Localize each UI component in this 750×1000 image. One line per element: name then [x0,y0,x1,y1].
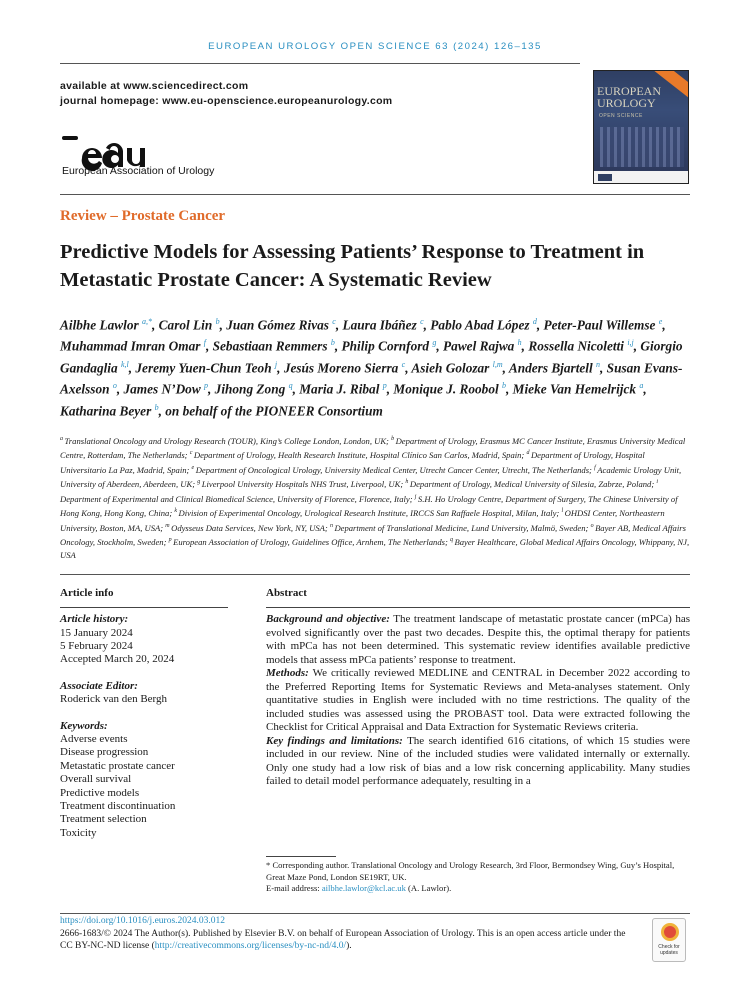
author-name[interactable]: Anders Bjartell [508,360,597,376]
author-affiliation-marker[interactable]: p [382,381,387,391]
author-name[interactable]: Pablo Abad López [430,317,533,333]
affiliation-text: Department of Urology, Medical University of Silesia, Zabrze, Poland; [409,479,657,490]
author-name[interactable]: Sebastiaan Remmers [212,338,331,354]
affiliation-text: Bayer AB, Medical Affairs Oncology, Stockholm, Sweden; [60,522,686,548]
author-name[interactable]: Monique J. Roobol [393,381,502,397]
keyword-list [60,733,175,840]
author-affiliation-marker[interactable]: q [288,381,293,391]
author-name[interactable]: Katharina Beyer [60,403,155,419]
elsevier-logo-icon [598,174,612,181]
affiliation-text: Academic Urology Unit, University of Aberdeen, Aberdeen, UK; [60,464,682,490]
keywords-heading: Keywords: [60,720,108,732]
consortium-name: on behalf of the PIONEER Consortium [165,403,383,419]
author-name[interactable]: Juan Gómez Rivas [226,317,333,333]
article-history-accepted: Accepted March 20, 2024 [60,653,175,665]
author-affiliation-marker[interactable]: c [420,317,424,326]
footnote-rule [266,856,336,857]
affiliation-marker: c [189,450,194,457]
affiliation-marker: j [414,493,418,500]
affiliation-text: Odysseus Data Services, New York, NY, USA; [171,522,330,533]
author-name[interactable]: Ailbhe Lawlor [60,317,143,333]
author-affiliation-marker[interactable]: g [432,338,437,348]
author-affiliation-marker[interactable]: h [517,338,522,348]
email-link[interactable]: ailbhe.lawlor@kcl.ac.uk [321,883,406,893]
abstract-heading: Abstract [266,587,307,599]
affiliations [60,433,690,561]
affiliation-text: Department of Urology, Hospital Universitario La Paz, Madrid, Spain; [60,450,645,475]
author-list: Ailbhe Lawlor $^{a,*}$, Carol Lin $^b$, Juan Gómez Rivas $^c$, Laura Ibáñez $^c$, Pablo Abad López $^d$, Peter-Paul Willemse $^e$, Muhammad Imran Omar $^f$, Sebastiaan Remmers $^b$, Philip Cornford $^g$, Pawel Rajwa $^h$, Rossella Nicoletti $^{i,j}$, Giorgio Gandaglia $^{k,l}$, Jeremy Yuen-Chun Teoh $^j$, Jesús Moreno Sierra $^c$, Asieh Golozar $^{l,m}$, Anders Bjartell $^n$, Susan Evans-Axelsson $^o$, James N’Dow $^p$, Jihong Zong $^q$, Maria J. Ribal $^p$, Monique J. Roobol $^b$, Mieke Van Hemelrijck $^a$, Katharina Beyer $^b$, on behalf of the PIONEER Consortium [60,317,683,419]
abstract-background-text: The treatment landscape of metastatic prostate cancer (mPCa) has evolved significantly over the past two decades. Despite this, the optimal therapy for patients with mPCa has not been determined. This systematic review identifies available predictive models that assess mPCa patients’ response to treatment. [266,613,691,666]
affiliation-marker: f [594,464,598,471]
author-name[interactable]: Giorgio Gandaglia [60,338,683,376]
keyword-item: Metastatic prostate cancer [60,759,175,772]
affiliation-text: Department of Oncological Urology, University Medical Center, Utrecht Cancer Center, Utrecht, The Netherlands; [195,464,595,475]
affiliation-marker: m [165,522,172,529]
affiliation-marker: k [174,508,179,515]
author-affiliation-marker[interactable]: e [658,317,663,326]
copyright-notice [60,928,640,952]
journal-homepage-line[interactable]: journal homepage: www.eu-openscience.europeanurology.com [60,95,393,107]
affiliations-rule [60,574,690,575]
email-suffix: (A. Lawlor). [405,883,452,893]
article-history-heading: Article history: [60,613,129,625]
author-affiliation-marker[interactable]: n [596,359,601,369]
affiliation-marker: h [405,479,410,486]
doi-link[interactable]: https://doi.org/10.1016/j.euros.2024.03.012 [60,916,226,926]
abstract-findings-text: The search identified 616 citations, of which 15 studies were included in our review. Nine of the included studies were validated internally or externally. Only one study had a low risk of bias and a low risk concerning applicability. Many studies failed to detail model performance adequately, resulting in a [266,734,690,787]
affiliation-text: S.H. Ho Urology Centre, Department of Surgery, The Chinese University of Hong Kong, Hong Kong, China; [60,493,678,519]
affiliation-text: Bayer Healthcare, Global Medical Affairs Oncology, Whippany, NJ, USA [60,537,690,560]
keyword-item: Predictive models [60,786,140,799]
author-name[interactable]: Asieh Golozar [411,360,493,376]
author-name[interactable]: Mieke Van Hemelrijck [512,381,640,397]
author-affiliation-marker[interactable]: b [330,338,335,348]
author-affiliation-marker[interactable]: p [204,381,209,391]
associate-editor-name: Roderick van den Bergh [60,693,168,705]
author-name[interactable]: Susan Evans-Axelsson [60,360,683,397]
author-affiliation-marker[interactable]: d [532,317,537,326]
keyword-item: Adverse events [60,733,128,745]
keyword-item: Disease progression [60,746,149,759]
affiliation-marker: a [60,436,65,442]
author-affiliation-marker[interactable]: c [332,317,336,326]
keyword-item: Treatment discontinuation [60,800,176,813]
author-affiliation-marker[interactable]: j [274,359,278,369]
author-affiliation-marker[interactable]: o [112,381,117,391]
check-for-updates-label: Check for updates [658,944,680,956]
affiliation-marker: p [168,537,174,544]
affiliation-marker: l [561,508,565,515]
keyword-item: Treatment selection [60,813,147,826]
author-name[interactable]: Pawel Rajwa [443,338,518,354]
author-name[interactable]: Maria J. Ribal [299,381,383,397]
cover-subtitle: OPEN SCIENCE [599,113,643,119]
author-affiliation-marker[interactable]: c [401,359,406,369]
author-name[interactable]: Jesús Moreno Sierra [283,360,402,376]
associate-editor-heading: Associate Editor: [60,680,138,692]
author-affiliation-marker[interactable]: i,j [627,338,634,348]
affiliation-marker: n [329,522,335,529]
corresponding-author-footnote [266,860,690,895]
copyright-end: ). [346,941,352,951]
article-history-received: 15 January 2024 [60,627,133,639]
author-affiliation-marker[interactable]: f [203,338,206,348]
keyword-item: Overall survival [60,773,132,786]
author-affiliation-marker[interactable]: k,l [120,359,129,369]
check-for-updates-icon [661,923,679,941]
affiliation-marker: b [391,436,396,442]
available-at-line[interactable]: available at www.sciencedirect.com [60,80,249,92]
abstract-body [266,613,690,789]
author-affiliation-marker[interactable]: a [639,381,644,391]
affiliation-text: Department of Translational Medicine, Lund University, Malmö, Sweden; [334,522,591,533]
author-name[interactable]: Peter-Paul Willemse [543,317,659,333]
affiliation-marker: g [197,479,202,486]
author-name[interactable]: Rossella Nicoletti [528,338,628,354]
affiliation-text: Translational Oncology and Urology Research (TOUR), King’s College London, London, UK; [64,435,392,446]
check-for-updates-badge[interactable] [652,918,686,962]
abstract-background-label: Background and objective: [266,613,390,625]
journal-citation-line: EUROPEAN UROLOGY OPEN SCIENCE 63 (2024) 126–135 [208,41,542,52]
author-name[interactable]: Muhammad Imran Omar [60,338,204,354]
abstract-findings-label: Key findings and limitations: [266,734,403,747]
article-history-revised: 5 February 2024 [60,640,133,652]
affiliation-marker: d [526,450,531,457]
keyword-item: Toxicity [60,826,97,839]
affiliation-marker: q [449,537,455,544]
license-link[interactable]: http://creativecommons.org/licenses/by-nc-nd/4.0/ [154,941,347,951]
author-affiliation-marker[interactable]: b [154,402,159,412]
affiliation-text: Liverpool University Hospitals NHS Trust, Liverpool, UK; [201,479,406,490]
header-rule [60,63,580,64]
copyright-text: 2666-1683/© 2024 The Author(s). Published by Elsevier B.V. on behalf of European Association of Urology. This is an open access article under the CC BY-NC-ND license ( [60,929,626,951]
affiliation-marker: o [590,522,596,529]
cover-footer [594,171,688,183]
header-bottom-rule [60,194,690,195]
journal-cover-image[interactable] [593,70,689,184]
corresponding-author-text: * Corresponding author. Translational Oncology and Urology Research, 3rd Floor, Bermondsey Wing, Guy’s Hospital, Great Maze Pond, London SE19RT, UK. [266,860,675,882]
article-info-heading: Article info [60,587,114,599]
author-affiliation-marker[interactable]: l,m [492,359,503,369]
affiliation-marker: i [656,479,659,486]
affiliation-text: European Association of Urology, Guidelines Office, Arnhem, The Netherlands; [173,537,450,548]
affiliation-text: Department of Urology, Erasmus MC Cancer Institute, Erasmus University Medical Centre, Rotterdam, The Netherlands; [60,435,686,461]
author-affiliation-marker[interactable]: a,* [142,317,153,326]
affiliation-text: Department of Urology, Health Research Institute, Hospital Clínico San Carlos, Madrid, Spain; [193,450,527,461]
author-name[interactable]: Philip Cornford [341,338,433,354]
abstract-rule [266,607,690,608]
author-name[interactable]: Jihong Zong [214,381,289,397]
article-title: Predictive Models for Assessing Patients’ Response to Treatment in Metastatic Prostate Cancer: A Systematic Review [60,241,645,291]
author-name[interactable]: James N’Dow [123,381,205,397]
affiliation-text: Division of Experimental Oncology, Urological Research Institute, IRCCS San Raffaele Hospital, Milan, Italy; [178,508,562,519]
eau-logo-text: European Association of Urology [62,165,215,177]
cover-title: EUROPEAN UROLOGY [597,84,662,110]
email-label: E-mail address: [266,883,322,893]
abstract-methods-text: We critically reviewed MEDLINE and CENTRAL in December 2022 according to the Preferred Reporting Items for Systematic Reviews and Meta-analyses statement. Only quantitative studies in English were included with no time restrictions. The quality of the included studies was assessed using the PROBAST tool. Data were extracted following the Checklist for Critical Appraisal and Data Extraction for Systematic Reviews criteria. [266,667,690,733]
affiliation-text: Department of Experimental and Clinical Biomedical Science, University of Florence, Florence, Italy; [60,493,415,504]
author-name[interactable]: Jeremy Yuen-Chun Teoh [135,360,275,376]
affiliation-marker: e [191,464,196,471]
affiliation-text: OHDSI Center, Northeastern University, Boston, MA, USA; [60,508,665,533]
cover-artwork [600,127,684,167]
author-affiliation-marker[interactable]: b [215,317,220,326]
article-section-label: Review – Prostate Cancer [60,208,226,224]
author-name[interactable]: Laura Ibáñez [342,317,421,333]
author-affiliation-marker[interactable]: b [502,381,506,391]
abstract-methods-label: Methods: [266,667,309,679]
footer-rule [60,913,690,914]
article-info-rule [60,607,228,608]
author-name[interactable]: Carol Lin [158,317,216,333]
